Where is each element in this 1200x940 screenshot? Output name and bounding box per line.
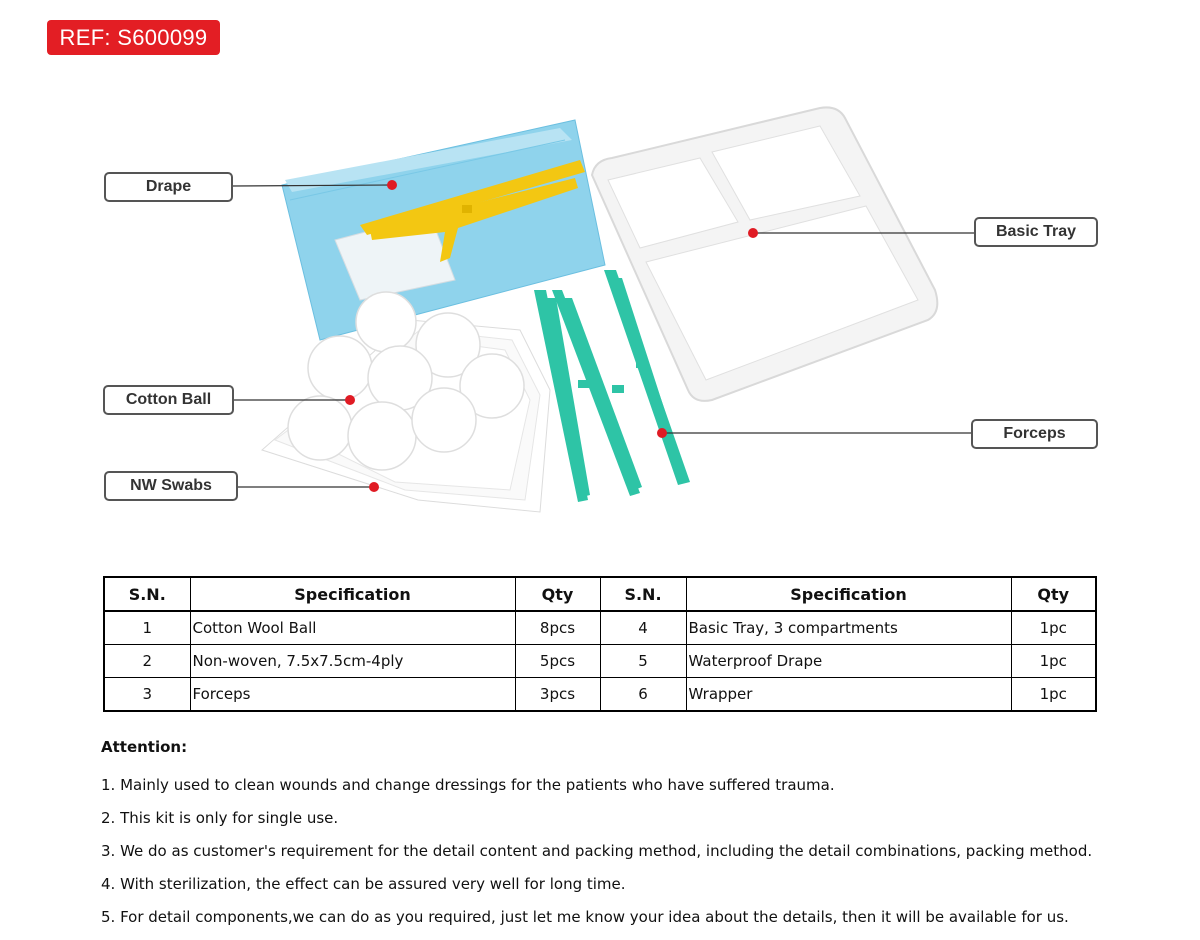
spec-table [103,576,1097,712]
cell-spec: Forceps [190,678,515,712]
cell-sn: 1 [104,611,190,645]
cell-sn: 6 [600,678,686,712]
cell-qty: 1pc [1011,645,1096,678]
cell-qty: 1pc [1011,611,1096,645]
attention-item: 2. This kit is only for single use. [101,809,339,827]
header-spec-left: Specification [190,577,515,611]
callout-basic-tray: Basic Tray [974,217,1098,247]
cell-sn: 3 [104,678,190,712]
cell-qty: 8pcs [515,611,600,645]
table-row [104,611,1096,645]
table-row [104,678,1096,712]
cotton-marker [345,395,355,405]
tray-marker [748,228,758,238]
attention-title: Attention: [101,738,188,756]
attention-item: 1. Mainly used to clean wounds and change dressings for the patients who have suffered trauma. [101,776,835,794]
attention-item: 3. We do as customer's requirement for the detail content and packing method, including the detail combinations, packing method. [101,842,1093,860]
callout-cotton-ball: Cotton Ball [103,385,234,415]
cell-qty: 1pc [1011,678,1096,712]
cell-spec: Non-woven, 7.5x7.5cm-4ply [190,645,515,678]
attention-item: 5. For detail components,we can do as you required, just let me know your idea about the details, then it will be available for us. [101,908,1069,926]
cell-sn: 2 [104,645,190,678]
drape-marker [387,180,397,190]
attention-list [101,774,1092,939]
cell-spec: Basic Tray, 3 compartments [686,611,1011,645]
cell-spec: Wrapper [686,678,1011,712]
header-sn-right: S.N. [600,577,686,611]
forceps-marker [657,428,667,438]
cell-qty: 5pcs [515,645,600,678]
cell-spec: Waterproof Drape [686,645,1011,678]
header-qty-left: Qty [515,577,600,611]
callout-forceps: Forceps [971,419,1098,449]
swabs-marker [369,482,379,492]
callout-nw-swabs: NW Swabs [104,471,238,501]
cell-sn: 4 [600,611,686,645]
cell-qty: 3pcs [515,678,600,712]
cell-spec: Cotton Wool Ball [190,611,515,645]
table-header-row [104,577,1096,611]
cell-sn: 5 [600,645,686,678]
header-sn-left: S.N. [104,577,190,611]
product-figure [0,90,1200,540]
callout-drape: Drape [104,172,233,202]
attention-item: 4. With sterilization, the effect can be assured very well for long time. [101,875,626,893]
ref-badge: REF: S600099 [47,20,220,55]
header-qty-right: Qty [1011,577,1096,611]
header-spec-right: Specification [686,577,1011,611]
table-row [104,645,1096,678]
